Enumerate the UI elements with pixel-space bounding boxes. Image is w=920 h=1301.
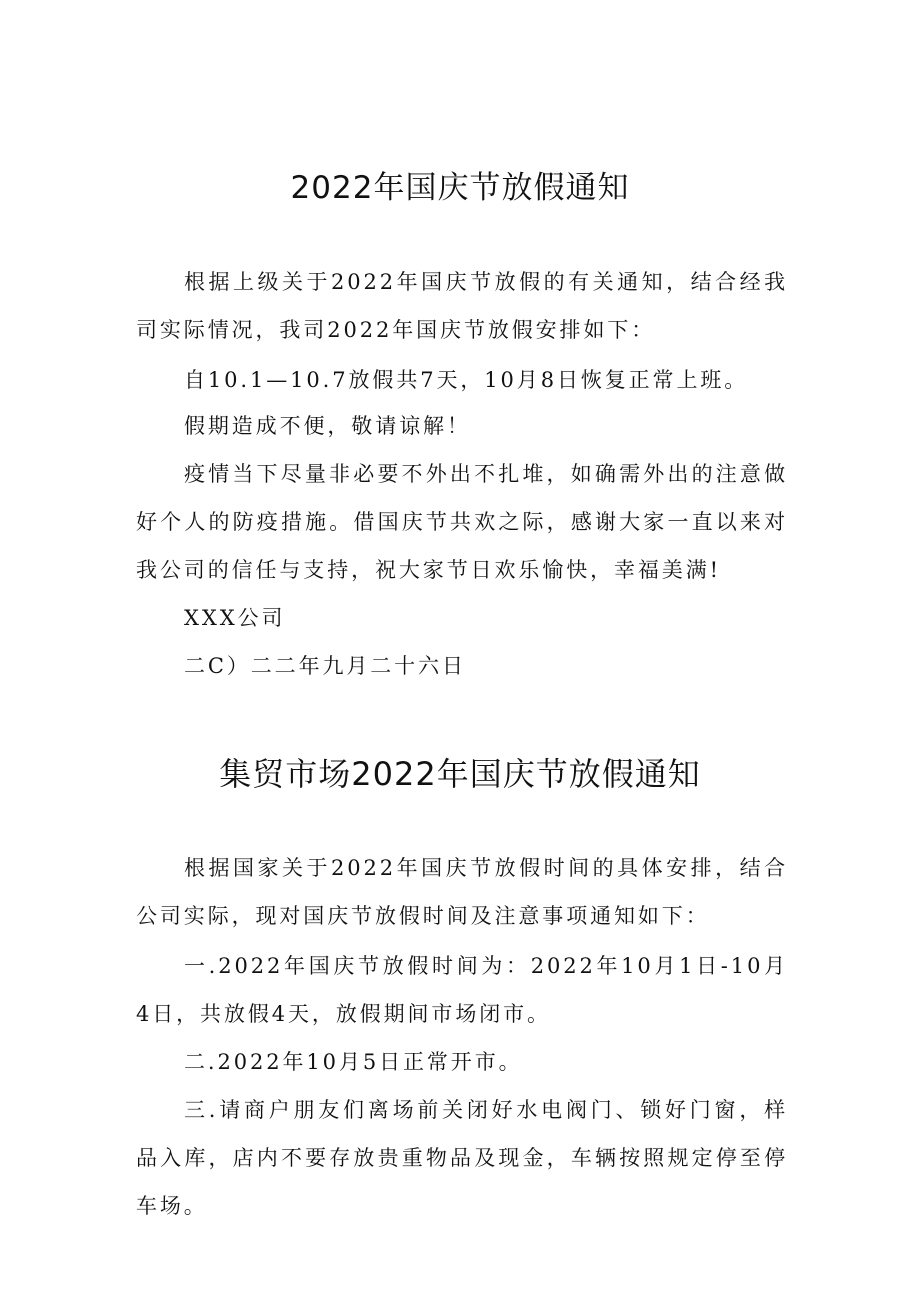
market-notice-intro: 根据国家关于2022年国庆节放假时间的具体安排，结合公司实际，现对国庆节放假时间及注意事项通知如下： [136, 856, 788, 928]
market-notice-item-2: 二.2022年10月5日正常开市。 [184, 1050, 523, 1074]
notice-signature: XXX公司 [184, 606, 286, 630]
notice-paragraph-epidemic: 疫情当下尽量非必要不外出不扎堆，如确需外出的注意做好个人的防疫措施。借国庆节共欢之际，感谢大家一直以来对我公司的信任与支持，祝大家节日欢乐愉快，幸福美满! [136, 462, 788, 582]
notice-paragraph-schedule: 自10.1—10.7放假共7天，10月8日恢复正常上班。 [184, 368, 749, 392]
notice-paragraph-apology: 假期造成不便，敬请谅解！ [184, 414, 471, 438]
market-notice-item-3: 三.请商户朋友们离场前关闭好水电阀门、锁好门窗，样品入库，店内不要存放贵重物品及现金，车辆按照规定停至停车场。 [136, 1098, 788, 1218]
market-notice-title: 集贸市场2022年国庆节放假通知 [219, 755, 701, 793]
notice-paragraph-intro: 根据上级关于2022年国庆节放假的有关通知，结合经我司实际情况，我司2022年国庆节放假安排如下： [136, 270, 788, 342]
market-notice-item-1: 一.2022年国庆节放假时间为：2022年10月1日-10月4日，共放假4天，放假期间市场闭市。 [136, 954, 788, 1026]
notice-title: 2022年国庆节放假通知 [290, 170, 630, 206]
notice-date: 二C）二二年九月二十六日 [184, 654, 466, 678]
